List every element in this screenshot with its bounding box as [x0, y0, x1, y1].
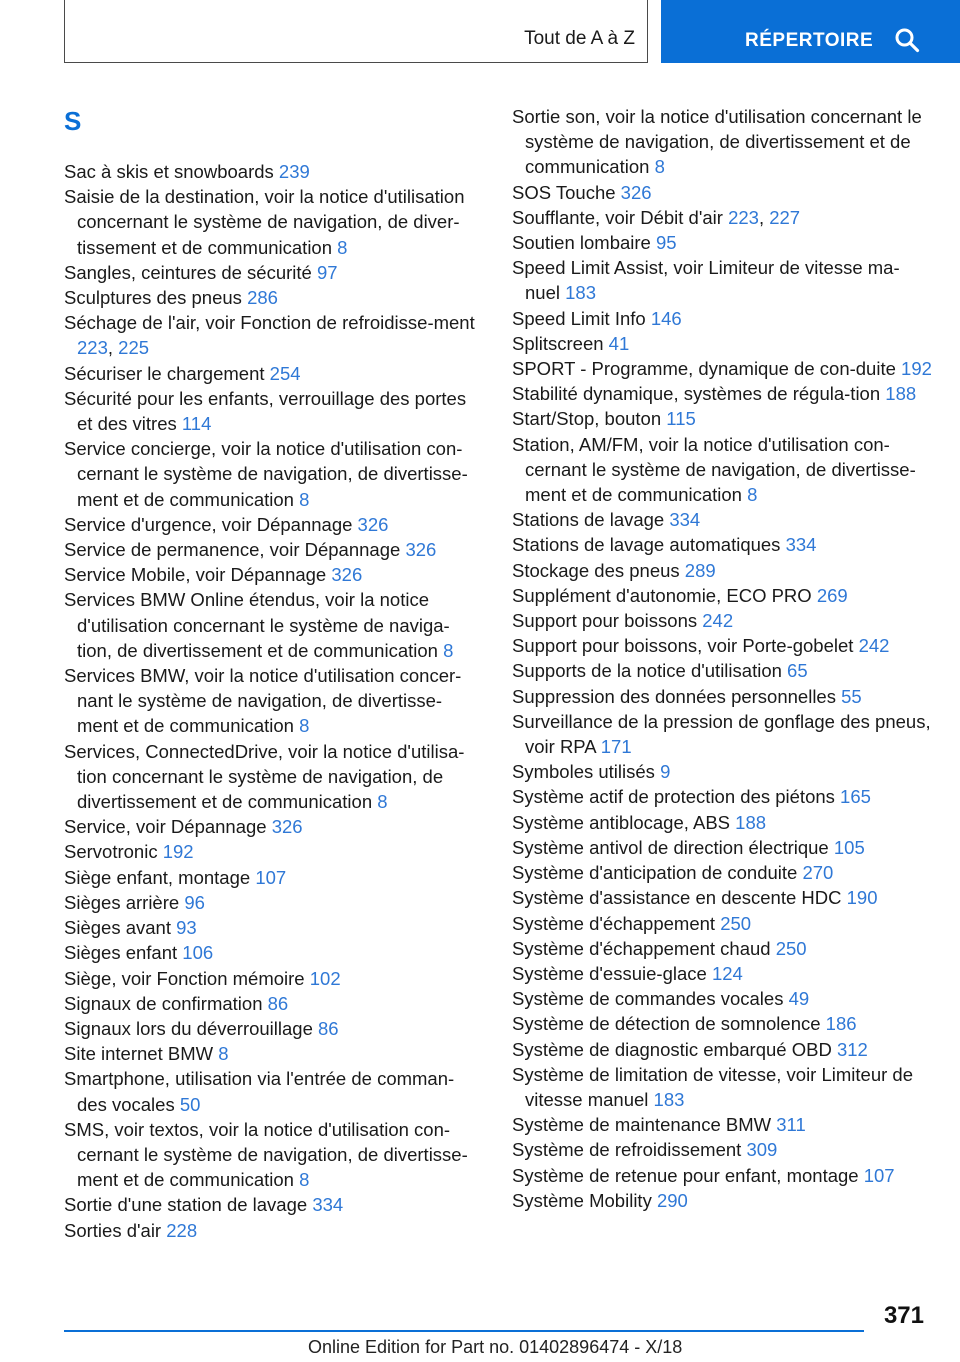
index-entry — [64, 991, 482, 1016]
index-entry-text: Stockage des pneus — [512, 559, 680, 581]
index-entry — [512, 180, 932, 205]
index-entry — [512, 255, 932, 305]
index-entry — [64, 739, 482, 815]
index-entry-text: Services BMW Online étendus, voir la notice d'utilisation concernant le système de naviga-tion, de divertissement et de communication — [64, 589, 450, 661]
index-entry — [512, 936, 932, 961]
index-entry — [512, 558, 932, 583]
page-link[interactable]: 186 — [825, 1013, 857, 1035]
page-link[interactable]: 9 — [660, 761, 671, 783]
page-link[interactable]: 8 — [337, 236, 348, 258]
index-entry — [64, 814, 482, 839]
page-link[interactable]: 326 — [357, 513, 389, 535]
index-entry-text: Système de diagnostic embarqué OBD — [512, 1038, 832, 1060]
index-entry — [64, 159, 482, 184]
index-entry-text: Système d'échappement chaud — [512, 937, 771, 959]
index-entry-text: Service de permanence, voir Dépannage — [64, 539, 401, 561]
index-entry — [512, 860, 932, 885]
index-entry — [64, 940, 482, 965]
page-link[interactable]: 96 — [184, 891, 205, 913]
index-entry — [64, 562, 482, 587]
page-link[interactable]: 223 — [77, 337, 108, 359]
index-entry-text: Système d'échappement — [512, 912, 716, 934]
index-entry-text: Siège enfant, montage — [64, 866, 251, 888]
index-entry-text: Sangles, ceintures de sécurité — [64, 261, 312, 283]
page-link[interactable]: 8 — [654, 156, 665, 178]
page-link[interactable]: 188 — [885, 383, 917, 405]
index-entry: Soufflante, voir Débit d'air 223, 227 — [512, 206, 801, 228]
index-entry — [64, 1041, 482, 1066]
index-entry-text: Stations de lavage automatiques — [512, 534, 781, 556]
index-entry-text: Station, AM/FM, voir la notice d'utilisation con-cernant le système de navigation, de divertisse-ment et de communication — [512, 433, 916, 506]
index-entry — [64, 966, 482, 991]
page-link[interactable]: 183 — [565, 282, 596, 304]
index-entry — [512, 104, 932, 180]
page-link[interactable]: 289 — [684, 559, 716, 581]
index-entry — [64, 1117, 482, 1193]
footer-edition: Online Edition for Part no. 01402896474 - X/18 — [308, 1337, 683, 1357]
index-entry — [64, 915, 482, 940]
page-link[interactable]: 326 — [620, 181, 652, 203]
page-link[interactable]: 309 — [746, 1139, 778, 1161]
page-link[interactable]: 107 — [255, 866, 287, 888]
section-letter: S — [64, 106, 82, 136]
page-link[interactable]: 227 — [769, 206, 801, 228]
page-link[interactable]: 192 — [901, 358, 932, 380]
page-link[interactable]: 165 — [840, 786, 871, 808]
index-entry — [512, 230, 932, 255]
index-entry-text: Symboles utilisés — [512, 761, 655, 783]
index-entry — [512, 1112, 932, 1137]
repertoire-label: RÉPERTOIRE — [745, 30, 874, 51]
index-entry-text: Système de détection de somnolence — [512, 1013, 821, 1035]
index-entry-text: Sculptures des pneus — [64, 287, 242, 309]
page-link[interactable]: 8 — [299, 715, 310, 737]
page-link[interactable]: 105 — [833, 836, 865, 858]
page-link[interactable]: 270 — [802, 862, 834, 884]
index-entry-text: Speed Limit Assist, voir Limiteur de vitesse ma-nuel — [512, 257, 900, 304]
index-entry — [64, 1218, 482, 1243]
page-link[interactable]: 124 — [711, 962, 743, 984]
page-link[interactable]: 146 — [650, 307, 682, 329]
index-entry — [512, 306, 932, 331]
page-link[interactable]: 326 — [271, 816, 303, 838]
index-entry-text: Supplément d'autonomie, ECO PRO — [512, 584, 812, 606]
index-entry — [64, 663, 482, 739]
index-entry — [64, 260, 482, 285]
page-link[interactable]: 290 — [656, 1189, 688, 1211]
index-entry — [512, 1163, 932, 1188]
index-entry — [512, 507, 932, 532]
page-link[interactable]: 334 — [785, 534, 817, 556]
index-entry — [64, 865, 482, 890]
page-link[interactable]: 95 — [655, 232, 677, 254]
page-link[interactable]: 50 — [179, 1093, 201, 1115]
index-entry-text: Siège, voir Fonction mémoire — [64, 967, 305, 989]
index-entry — [512, 583, 932, 608]
page-link[interactable]: 239 — [278, 161, 310, 182]
index-entry — [64, 1192, 482, 1217]
index-column-right — [512, 104, 932, 1213]
page-link[interactable]: 250 — [720, 912, 752, 934]
index-entry-text: Système actif de protection des piétons — [512, 786, 835, 808]
page-link[interactable]: 192 — [162, 841, 194, 863]
index-entry-text: Sortie son, voir la notice d'utilisation concernant le système de navigation, de divertissement et de communication — [512, 106, 922, 178]
page-link[interactable]: 106 — [182, 942, 214, 964]
index-entry-text: Système de maintenance BMW — [512, 1114, 772, 1136]
page-link[interactable]: 8 — [299, 488, 310, 510]
index-entry-text: Système d'anticipation de conduite — [512, 862, 798, 884]
index-entry — [512, 381, 932, 406]
index-entry-text: Stations de lavage — [512, 509, 665, 531]
index-entry — [64, 1016, 482, 1041]
index-entry-text: Système de refroidissement — [512, 1139, 742, 1161]
index-entry — [64, 436, 482, 512]
header-title: Tout de A à Z — [524, 28, 635, 49]
page-link[interactable]: 326 — [405, 539, 437, 561]
page-link[interactable]: 41 — [608, 332, 630, 354]
index-entry-text: Soutien lombaire — [512, 232, 651, 254]
index-entry — [512, 1188, 932, 1213]
index-entry-text: Système de limitation de vitesse, voir Limiteur de vitesse manuel — [512, 1063, 914, 1110]
index-entry-text: Service d'urgence, voir Dépannage — [64, 513, 353, 535]
index-column-left — [64, 98, 482, 1243]
index-entry — [512, 1137, 932, 1162]
page-link[interactable]: 8 — [443, 639, 454, 661]
index-entry — [512, 759, 932, 784]
page-link[interactable]: 242 — [702, 610, 734, 632]
index-list-left — [64, 159, 482, 1243]
index-entry-text: SPORT - Programme, dynamique de con-duite — [512, 358, 896, 380]
index-entry-text: Site internet BMW — [64, 1043, 214, 1065]
index-entry-text: Splitscreen — [512, 332, 604, 354]
page-link[interactable]: 250 — [775, 937, 807, 959]
page-link[interactable]: 225 — [118, 337, 150, 359]
index-entry-text: Soufflante, voir Débit d'air — [512, 206, 723, 228]
page-link[interactable]: 8 — [299, 1169, 310, 1191]
index-entry — [512, 331, 932, 356]
index-entry-text: Signaux de confirmation — [64, 992, 263, 1014]
page-link[interactable]: 107 — [863, 1164, 895, 1186]
index-entry — [64, 184, 482, 260]
index-entry-text: Suppression des données personnelles — [512, 685, 836, 707]
page-link[interactable]: 183 — [653, 1088, 685, 1110]
index-entry — [512, 1011, 932, 1036]
page-link[interactable]: 171 — [600, 736, 632, 758]
page-link[interactable]: 269 — [816, 584, 848, 606]
index-entry-text: Signaux lors du déverrouillage — [64, 1017, 313, 1039]
index-entry — [512, 885, 932, 910]
index-entry-text: SOS Touche — [512, 181, 616, 203]
index-entry-text: Sécurité pour les enfants, verrouillage des portes et des vitres — [64, 387, 467, 435]
page-link[interactable]: 334 — [669, 509, 701, 531]
index-entry-text: Start/Stop, bouton — [512, 408, 662, 430]
index-entry-text: Sac à skis et snowboards — [64, 161, 274, 182]
page-link[interactable]: 311 — [776, 1114, 806, 1136]
index-entry — [512, 432, 932, 508]
index-entry-text: Séchage de l'air, voir Fonction de refroidisse-ment — [64, 312, 475, 334]
page-link[interactable]: 242 — [858, 635, 890, 657]
page-link[interactable]: 223 — [728, 206, 759, 228]
page-number: 371 — [883, 1302, 924, 1329]
index-entry-text: Services BMW, voir la notice d'utilisation concer-nant le système de navigation, de divertisse-ment et de communication — [64, 665, 462, 737]
page-link[interactable]: 228 — [166, 1219, 198, 1241]
page-link[interactable]: 65 — [787, 660, 808, 682]
page-link[interactable]: 334 — [312, 1194, 344, 1216]
page-link[interactable]: 102 — [309, 967, 341, 989]
index-entry — [64, 512, 482, 537]
index-entry-text: Sécuriser le chargement — [64, 362, 265, 384]
index-entry — [512, 709, 932, 759]
index-entry-text: Service concierge, voir la notice d'utilisation con-cernant le système de navigation, de divertisse-ment et de communication — [64, 438, 468, 510]
page-link[interactable]: 86 — [318, 1017, 339, 1039]
index-entry — [512, 986, 932, 1011]
index-entry — [64, 285, 482, 310]
index-entry-text: Système d'essuie-glace — [512, 962, 707, 984]
index-entry — [512, 406, 932, 431]
index-entry-text: Système d'assistance en descente HDC — [512, 887, 842, 909]
index-entry-text: Smartphone, utilisation via l'entrée de comman-des vocales — [64, 1068, 455, 1115]
page-link[interactable]: 326 — [331, 564, 363, 586]
index-entry-text: Saisie de la destination, voir la notice d'utilisation concernant le système de navigation, de diver-tissement et de communication — [64, 186, 465, 258]
index-entry — [512, 784, 932, 809]
index-entry-text: Sortie d'une station de lavage — [64, 1194, 308, 1216]
index-entry-text: Sièges avant — [64, 917, 171, 939]
page-link[interactable]: 312 — [836, 1038, 868, 1060]
index-entry-text: Service, voir Dépannage — [64, 816, 267, 838]
index-entry-text: Sièges arrière — [64, 891, 180, 913]
index-entry-text: Sorties d'air — [64, 1219, 162, 1241]
index-entry-text: Système antivol de direction électrique — [512, 836, 829, 858]
index-entry-text: SMS, voir textos, voir la notice d'utilisation con-cernant le système de navigation, de divertisse-ment et de communication — [64, 1118, 468, 1191]
index-entry — [512, 658, 932, 683]
index-entry — [512, 1062, 932, 1112]
page-link[interactable]: 86 — [267, 992, 289, 1014]
index-entry — [64, 890, 482, 915]
page-link[interactable]: 93 — [176, 917, 197, 939]
index-entry-text: Système antiblocage, ABS — [512, 811, 731, 833]
index-entry — [512, 1037, 932, 1062]
index-entry-text: Support pour boissons — [512, 610, 698, 632]
page-link[interactable]: 55 — [841, 685, 862, 707]
index-list-right — [512, 104, 932, 1213]
index-entry — [64, 537, 482, 562]
index-entry — [512, 911, 932, 936]
index-entry-text: Système de commandes vocales — [512, 988, 784, 1010]
index-entry — [64, 839, 482, 864]
page-link[interactable]: 254 — [269, 362, 301, 384]
index-entry — [512, 633, 932, 658]
index-entry — [64, 1066, 482, 1116]
index-entry — [64, 361, 482, 386]
index-entry-text: Stabilité dynamique, systèmes de régula-tion — [512, 383, 881, 405]
page-link[interactable]: 8 — [218, 1043, 229, 1065]
index-entry — [512, 835, 932, 860]
index-entry-text: Système Mobility — [512, 1189, 652, 1211]
page-link[interactable]: 49 — [788, 988, 810, 1010]
index-entry — [64, 386, 482, 436]
page-link[interactable]: 286 — [247, 287, 278, 309]
index-entry-text: Services, ConnectedDrive, voir la notice d'utilisa-tion concernant le système de navigation, de divertissement et de communication — [64, 740, 465, 813]
index-entry — [512, 608, 932, 633]
index-entry-text: Support pour boissons, voir Porte-gobelet — [512, 635, 854, 657]
page-link[interactable]: 8 — [377, 791, 388, 813]
index-entry — [512, 810, 932, 835]
index-entry-text: Surveillance de la pression de gonflage des pneus, voir RPA — [512, 710, 931, 758]
page-link[interactable]: 114 — [181, 413, 212, 435]
page-link[interactable]: 8 — [747, 484, 758, 506]
index-entry — [512, 532, 932, 557]
index-entry — [512, 961, 932, 986]
index-entry-text: Service Mobile, voir Dépannage — [64, 564, 327, 586]
page-link[interactable]: 190 — [846, 887, 878, 909]
page-link[interactable]: 115 — [666, 408, 696, 430]
footer-divider — [64, 1330, 864, 1332]
index-entry: Séchage de l'air, voir Fonction de refroidisse-ment 223, 225 — [64, 312, 475, 359]
repertoire-tab[interactable] — [661, 0, 960, 63]
index-entry — [512, 356, 932, 381]
index-entry-text: Système de retenue pour enfant, montage — [512, 1164, 859, 1186]
page-link[interactable]: 188 — [735, 811, 767, 833]
index-entry-text: Speed Limit Info — [512, 307, 646, 329]
index-entry — [512, 684, 932, 709]
index-entry-text: Servotronic — [64, 841, 158, 863]
header-title-box — [64, 0, 648, 63]
page-link[interactable]: 97 — [316, 261, 338, 283]
search-icon[interactable] — [894, 27, 920, 53]
index-entry — [64, 587, 482, 663]
index-entry-text: Supports de la notice d'utilisation — [512, 660, 782, 682]
index-entry-text: Sièges enfant — [64, 942, 178, 964]
